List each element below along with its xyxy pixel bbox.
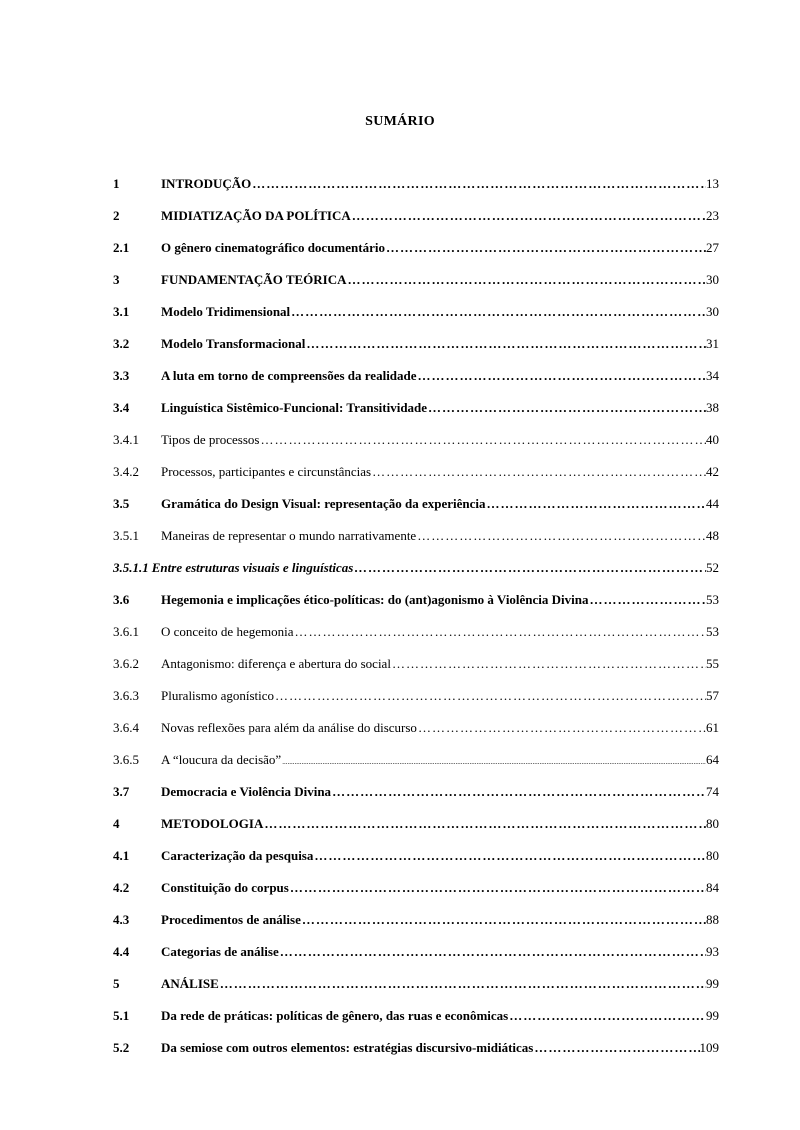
toc-entry-label: Categorias de análise	[161, 944, 279, 959]
toc-entry[interactable]	[113, 656, 719, 676]
toc-entry[interactable]	[113, 784, 719, 804]
page-title: SUMÁRIO	[365, 114, 435, 129]
toc-leader-dots	[371, 464, 706, 480]
toc-leader-dots	[331, 784, 706, 800]
toc-entry[interactable]	[113, 304, 719, 324]
toc-entry-label: Da semiose com outros elementos: estratégias discursivo-midiáticas	[161, 1040, 534, 1055]
toc-entry-page: 34	[706, 368, 719, 383]
toc-entry-number: 1	[113, 176, 120, 191]
toc-leader-dots	[305, 336, 706, 352]
toc-entry-page: 53	[706, 624, 719, 639]
toc-entry-label: ANÁLISE	[161, 976, 219, 991]
toc-entry-label: A luta em torno de compreensões da realidade	[161, 368, 417, 383]
toc-leader-dots	[219, 976, 706, 992]
toc-leader-dots	[274, 688, 706, 704]
toc-entry-number: 4.4	[113, 944, 130, 959]
toc-entry-page: 30	[706, 272, 719, 287]
toc-entry-label: Entre estruturas visuais e linguísticas	[151, 560, 354, 575]
toc-entry-number: 3.5	[113, 496, 130, 511]
toc-entry-page: 80	[706, 816, 719, 831]
toc-entry[interactable]	[113, 880, 719, 900]
toc-entry[interactable]	[113, 912, 719, 932]
toc-leader-dots	[251, 176, 706, 192]
toc-entry-label: Democracia e Violência Divina	[161, 784, 332, 799]
toc-entry-page: 31	[706, 336, 719, 351]
toc-entry-page: 88	[706, 912, 719, 927]
toc-entry[interactable]	[113, 752, 719, 772]
toc-leader-dots	[289, 880, 706, 896]
toc-leader-dots	[347, 272, 707, 288]
toc-leader-dots	[486, 496, 707, 512]
toc-entry[interactable]	[113, 944, 719, 964]
toc-entry-number: 3	[113, 272, 120, 287]
toc-entry-page: 53	[706, 592, 719, 607]
toc-entry-page: 30	[706, 304, 719, 319]
toc-entry-page: 80	[706, 848, 719, 863]
toc-entry-label: Constituição do corpus	[161, 880, 289, 895]
toc-leader-dots	[391, 656, 706, 672]
toc-entry[interactable]	[113, 688, 719, 708]
toc-entry[interactable]	[113, 464, 719, 484]
toc-entry-page: 64	[706, 752, 719, 767]
toc-entry[interactable]	[113, 368, 719, 388]
toc-entry-label: MIDIATIZAÇÃO DA POLÍTICA	[161, 208, 351, 223]
toc-entry-label: Linguística Sistêmico-Funcional: Transitividade	[161, 400, 428, 415]
toc-entry[interactable]	[113, 848, 719, 868]
toc-leader-dots	[417, 368, 706, 384]
toc-entry-label: INTRODUÇÃO	[161, 176, 252, 191]
toc-entry-number: 3.4	[113, 400, 130, 415]
toc-entry-number: 4.1	[113, 848, 130, 863]
toc-entry[interactable]	[113, 528, 719, 548]
toc-entry-number: 2	[113, 208, 120, 223]
toc-leader-dots	[351, 208, 706, 224]
toc-leader-dots	[417, 720, 706, 736]
toc-leader-dots	[263, 816, 706, 832]
toc-entry-page: 57	[706, 688, 719, 703]
toc-entry[interactable]	[113, 496, 719, 516]
toc-entry-number: 2.1	[113, 240, 130, 255]
toc-entry-page: 84	[706, 880, 719, 895]
toc-entry[interactable]	[113, 176, 719, 196]
toc-entry-page: 13	[706, 176, 719, 191]
toc-entry-label: Novas reflexões para além da análise do discurso	[161, 720, 417, 735]
toc-entry-page: 93	[706, 944, 719, 959]
toc-leader-dots	[508, 1008, 706, 1024]
toc-entry[interactable]	[113, 560, 719, 580]
toc-entry-number: 5.2	[113, 1040, 130, 1055]
toc-entry-number: 3.4.2	[113, 464, 139, 479]
toc-entry-page: 52	[706, 560, 719, 575]
toc-entry[interactable]	[113, 272, 719, 292]
toc-entry-number: 3.6.2	[113, 656, 139, 671]
toc-entry-number: 3.6.4	[113, 720, 139, 735]
toc-entry[interactable]	[113, 240, 719, 260]
toc-leader-dots	[416, 528, 706, 544]
toc-entry-label: Da rede de práticas: políticas de gênero, das ruas e econômicas	[161, 1008, 509, 1023]
toc-entry-label: Antagonismo: diferença e abertura do social	[161, 656, 391, 671]
toc-entry-number: 3.7	[113, 784, 130, 799]
toc-entry-page: 44	[706, 496, 719, 511]
toc-leader-dots	[259, 432, 706, 448]
toc-entry-number: 5.1	[113, 1008, 130, 1023]
toc-entry[interactable]	[113, 432, 719, 452]
toc-entry-page: 42	[706, 464, 719, 479]
toc-leader-dots	[293, 624, 706, 640]
toc-entry-label: Processos, participantes e circunstâncias	[161, 464, 372, 479]
toc-entry-page: 23	[706, 208, 719, 223]
toc-entry[interactable]	[113, 624, 719, 644]
toc-leader-dots	[533, 1040, 699, 1056]
toc-entry[interactable]	[113, 1008, 719, 1028]
toc-entry-label: Procedimentos de análise	[161, 912, 301, 927]
toc-leader-dots	[290, 304, 706, 320]
toc-entry-page: 74	[706, 784, 719, 799]
toc-entry-page: 38	[706, 400, 719, 415]
toc-entry[interactable]	[113, 720, 719, 740]
toc-entry-label: Modelo Tridimensional	[161, 304, 291, 319]
toc-entry-page: 99	[706, 1008, 719, 1023]
toc-leader-dots	[385, 240, 706, 256]
toc-leader-dots	[301, 912, 706, 928]
toc-leader-dots	[279, 944, 706, 960]
toc-entry-label: Gramática do Design Visual: representação da experiência	[161, 496, 486, 511]
toc-entry-label: FUNDAMENTAÇÃO TEÓRICA	[161, 272, 347, 287]
toc-entry-label: Hegemonia e implicações ético-políticas: do (ant)agonismo à Violência Divina	[161, 592, 589, 607]
toc-entry-page: 109	[699, 1040, 719, 1055]
toc-entry[interactable]	[113, 400, 719, 420]
toc-entry-number: 3.5.1.1	[113, 560, 149, 575]
toc-entry-label: A “loucura da decisão”	[161, 752, 282, 767]
toc-entry[interactable]	[113, 1040, 719, 1060]
toc-entry-page: 48	[706, 528, 719, 543]
toc-entry-label: Pluralismo agonístico	[161, 688, 275, 703]
toc-leader-dots	[589, 592, 706, 608]
toc-entry-label: O conceito de hegemonia	[161, 624, 294, 639]
toc-entry-page: 55	[706, 656, 719, 671]
toc-entry[interactable]	[113, 592, 719, 612]
toc-entry-number: 3.5.1	[113, 528, 139, 543]
toc-entry-number: 3.4.1	[113, 432, 139, 447]
toc-entry-number: 3.6.3	[113, 688, 139, 703]
toc-entry-number: 3.6.5	[113, 752, 139, 767]
toc-entry[interactable]	[113, 976, 719, 996]
toc-leader-dots	[353, 560, 706, 576]
toc-entry-page: 27	[706, 240, 719, 255]
toc-entry-page: 40	[706, 432, 719, 447]
toc-entry-number: 4.3	[113, 912, 130, 927]
toc-entry-label: Modelo Transformacional	[161, 336, 306, 351]
toc-entry-number: 3.6.1	[113, 624, 139, 639]
toc-entry-number: 4.2	[113, 880, 130, 895]
toc-entry-number: 3.2	[113, 336, 130, 351]
toc-leader-dots	[281, 758, 706, 766]
toc-entry[interactable]	[113, 336, 719, 356]
toc-entry-number: 4	[113, 816, 120, 831]
toc-entry[interactable]	[113, 208, 719, 228]
toc-entry-label: METODOLOGIA	[161, 816, 264, 831]
toc-entry-page: 61	[706, 720, 719, 735]
toc-entry-label: O gênero cinematográfico documentário	[161, 240, 385, 255]
toc-entry-label: Tipos de processos	[161, 432, 260, 447]
toc-entry-page: 99	[706, 976, 719, 991]
toc-entry-number: 5	[113, 976, 120, 991]
toc-entry-number: 3.6	[113, 592, 130, 607]
toc-entry-label: Caracterização da pesquisa	[161, 848, 314, 863]
toc-entry[interactable]	[113, 816, 719, 836]
toc-entry-number: 3.3	[113, 368, 130, 383]
toc-leader-dots	[427, 400, 706, 416]
toc-entry-number: 3.1	[113, 304, 130, 319]
toc-entry-label: Maneiras de representar o mundo narrativamente	[161, 528, 417, 543]
toc-leader-dots	[313, 848, 706, 864]
